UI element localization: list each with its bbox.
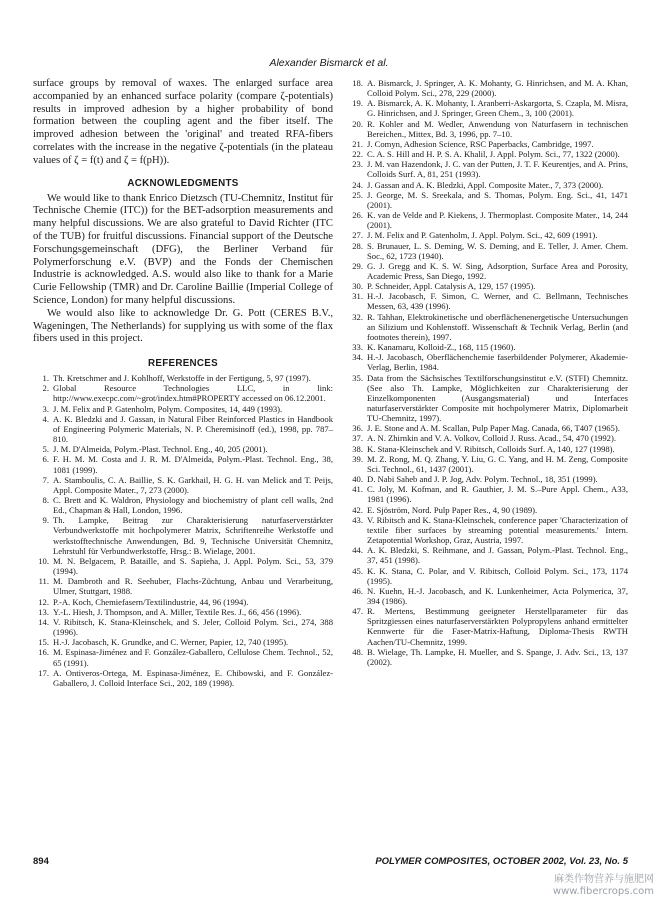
reference-text: S. Brunauer, L. S. Deming, W. S. Deming, and E. Teller, J. Amer. Chem. Soc., 62, 1723 (1940). <box>367 240 628 261</box>
reference-text: A. K. Bledzki, S. Reihmane, and J. Gassan, Polym.-Plast. Technol. Eng., 37, 451 (1998). <box>367 545 628 566</box>
reference-number: 7. <box>42 474 49 485</box>
reference-text: Data from the Sächsisches Textilforschungsinstitut e.V. (STFI) Chemnitz. (See also Th. Lampke, Möglichkeiten zur Charakterisierung der Einzelkomponenten (Ausgangsmaterial) und Interfaces naturfaserverstärkter Composite mit hochpolymerer Matrix, Diplomarbeit TU-Chemnitz, 1997). <box>367 372 628 424</box>
reference-number: 39. <box>352 453 363 464</box>
reference-text: D. Nabi Saheb and J. P. Jog, Adv. Polym. Technol., 18, 351 (1999). <box>367 474 598 485</box>
acknowledgments-paragraph: We would also like to acknowledge Dr. G. Pott (CERES B.V., Wageningen, The Netherlands) for supplying us with some of the flax fibers used in this project. <box>33 307 333 345</box>
reference-text: G. J. Gregg and K. S. W. Sing, Adsorption, Surface Area and Porosity, Academic Press, San Diego, 1992. <box>367 260 628 281</box>
reference-text: M. N. Belgacem, P. Bataille, and S. Sapieha, J. Appl. Polym. Sci., 53, 379 (1994). <box>53 555 333 577</box>
reference-number: 38. <box>352 443 363 454</box>
intro-paragraph: surface groups by removal of waxes. The enlarged surface area accompanied by an enhanced surface polarity (compare ζ-potentials) results in improved adhesion by a higher probability of bond formation between the coupling agent and the fiber itself. The improved adhesion between the 'original' and treated RFA-fibers correlates with the increase in the negative ζ-potentials (in the plateau values of ζ = f(t) and ζ = f(pH)). <box>33 78 333 166</box>
reference-number: 31. <box>352 291 363 302</box>
reference-number: 40. <box>352 474 363 485</box>
reference-item <box>345 98 628 118</box>
reference-text: P. Schneider, Appl. Catalysis A, 129, 157 (1995). <box>367 281 536 292</box>
watermark-line: www.fibercrops.com <box>552 886 654 897</box>
reference-number: 15. <box>38 637 49 648</box>
reference-item <box>345 159 628 179</box>
reference-text: R. Tahhan, Elektrokinetische und oberflächenenergetische Untersuchungen an Silizium und Kohlenstoff. Wissenschaft & Technik Verlag, Berlin (and footnotes therein), 1997. <box>367 311 628 342</box>
reference-number: 1. <box>42 373 49 384</box>
reference-item <box>345 291 628 311</box>
reference-item <box>345 230 628 240</box>
reference-item <box>33 454 333 474</box>
reference-item <box>345 586 628 606</box>
reference-item <box>33 414 333 444</box>
reference-text: M. Dambroth and R. Seehuber, Flachs-Züchtung, Anbau und Verarbeitung, Ulmer, Stuttgart, 1988. <box>53 576 333 597</box>
reference-text: Y.-L. Hiesh, J. Thompson, and A. Miller, Textile Res. J., 66, 456 (1996). <box>53 606 302 617</box>
watermark <box>553 874 654 898</box>
reference-text: Global Resource Technologies LLC, in link: http://www.execpc.com/~grot/index.htm#PROPERTY accessed on 06.12.2001. <box>53 383 333 404</box>
reference-number: 29. <box>352 260 363 271</box>
running-head: Alexander Bismarck et al. <box>269 57 389 69</box>
reference-item <box>345 210 628 230</box>
reference-item <box>345 423 628 433</box>
reference-number: 37. <box>352 433 363 444</box>
reference-text: R. Mertens, Bestimmung geeigneter Herstellparameter für das Spritzgiessen eines naturfaserverstärkten Polypropylens anhand ermittelter Kennwerte für die Faser-Matrix-Haftung, Diploma-Thesis RWTH Aachen/TU-Chemnitz, 1999. <box>367 606 628 647</box>
reference-item <box>33 637 333 647</box>
reference-text: J. George, M. S. Sreekala, and S. Thomas, Polym. Eng. Sci., 41, 1471 (2001). <box>367 189 628 210</box>
reference-item <box>33 475 333 495</box>
reference-text: J. M. Felix and P. Gatenholm, J. Appl. Polym. Sci., 42, 609 (1991). <box>367 230 598 241</box>
reference-text: M. Z. Rong, M. Q. Zhang, Y. Liu, G. C. Yang, and H. M. Zeng, Composite Sci. Technol., 61, 1437 (2001). <box>367 453 628 474</box>
reference-number: 6. <box>42 454 49 465</box>
acknowledgments-paragraph: We would like to thank Enrico Dietzsch (TU-Chemnitz, Institut für Technische Chemie (ITC)) for the BET-adsorption measurements and many helpful discussions. We are also grateful to David Richter (ITC of the TUB) for fruitful discussions. Financial support of the Deutsche Forschungsgemeinschaft (DFG), the Berliner Verband für Polymerforschung e.V. (BVP) and the Fonds der Chemischen Industrie is acknowledged. A.S. would also like to thank for a Marie Curie Fellowship (TMR) and Dr. Caroline Baillie (Imperial College of Science, London) for many helpful discussions. <box>33 192 333 306</box>
reference-list-right <box>345 78 628 667</box>
reference-number: 4. <box>42 413 49 424</box>
reference-item <box>345 373 628 424</box>
reference-text: K. K. Stana, C. Polar, and V. Ribitsch, Colloid Polym. Sci., 173, 1174 (1995). <box>367 565 628 586</box>
reference-item <box>345 484 628 504</box>
reference-text: A. N. Zhirnkin and V. A. Volkov, Colloid J. Russ. Acad., 54, 470 (1992). <box>367 433 616 444</box>
reference-number: 16. <box>38 647 49 658</box>
reference-item <box>345 505 628 515</box>
reference-item <box>33 495 333 515</box>
reference-item <box>33 576 333 596</box>
reference-text: J. M. Felix and P. Gatenholm, Polym. Composites, 14, 449 (1993). <box>53 403 283 414</box>
reference-text: Th. Kretschmer and J. Kohlhoff, Werkstoffe in der Fertigung, 5, 97 (1997). <box>53 373 311 384</box>
reference-number: 21. <box>352 138 363 149</box>
reference-text: A. Stamboulis, C. A. Baillie, S. K. Garkhail, H. G. H. van Melick and T. Peijs, Appl. Composite Mater., 7, 273 (2000). <box>53 474 333 495</box>
reference-item <box>345 352 628 372</box>
reference-item <box>345 241 628 261</box>
reference-text: J. M. D'Almeida, Polym.-Plast. Technol. Eng., 40, 205 (2001). <box>53 444 268 455</box>
reference-item <box>33 556 333 576</box>
reference-item <box>33 647 333 667</box>
reference-item <box>33 404 333 414</box>
reference-text: H.-J. Jacobasch, Oberflächenchemie faserbildender Polymerer, Akademie-Verlag, Berlin, 1984. <box>367 352 628 373</box>
reference-text: A. Bismarck, A. K. Mohanty, I. Aranberri-Askargorta, S. Czapla, M. Misra, G. Hinrichsen, and J. Springer, Green Chem., 3, 100 (2001). <box>367 98 628 119</box>
reference-item <box>33 444 333 454</box>
reference-item <box>345 515 628 545</box>
reference-number: 36. <box>352 423 363 434</box>
reference-item <box>33 668 333 688</box>
reference-item <box>345 180 628 190</box>
reference-item <box>345 119 628 139</box>
reference-number: 24. <box>352 179 363 190</box>
reference-item <box>33 617 333 637</box>
reference-number: 9. <box>42 515 49 526</box>
reference-item <box>33 383 333 403</box>
reference-item <box>345 545 628 565</box>
reference-number: 18. <box>352 78 363 88</box>
reference-text: C. Brett and K. Waldron, Physiology and biochemistry of plant cell walls, 2nd Ed., Chapman & Hall, London, 1996. <box>53 495 333 516</box>
reference-number: 30. <box>352 281 363 292</box>
reference-number: 22. <box>352 149 363 160</box>
reference-text: V. Ribitsch, K. Stana-Kleinschek, and S. Jeler, Colloid Polym. Sci., 274, 388 (1996). <box>53 616 333 638</box>
reference-item <box>33 597 333 607</box>
reference-number: 26. <box>352 210 363 221</box>
reference-text: J. Comyn, Adhesion Science, RSC Paperbacks, Cambridge, 1997. <box>367 138 594 149</box>
reference-item <box>345 281 628 291</box>
reference-text: K. Kanamaru, Kolloid-Z., 168, 115 (1960). <box>367 342 516 353</box>
reference-number: 12. <box>38 596 49 607</box>
reference-text: P.-A. Koch, Chemiefasern/Textilindustrie, 44, 96 (1994). <box>53 596 249 607</box>
reference-number: 17. <box>38 667 49 678</box>
reference-number: 47. <box>352 606 363 617</box>
reference-item <box>345 444 628 454</box>
reference-number: 28. <box>352 240 363 251</box>
watermark-line: 麻类作物营养与施肥网 <box>554 874 654 885</box>
reference-item <box>345 149 628 159</box>
reference-number: 41. <box>352 484 363 495</box>
reference-number: 13. <box>38 606 49 617</box>
reference-item <box>345 606 628 647</box>
reference-item <box>345 454 628 474</box>
reference-item <box>345 139 628 149</box>
reference-item <box>345 78 628 98</box>
reference-number: 23. <box>352 159 363 170</box>
reference-item <box>345 312 628 342</box>
reference-number: 14. <box>38 616 49 627</box>
reference-text: M. Espinasa-Jiménez and F. González-Gaballero, Cellulose Chem. Technol., 52, 65 (1991). <box>53 647 333 668</box>
reference-text: E. Sjöström, Nord. Pulp Paper Res., 4, 90 (1989). <box>367 504 538 515</box>
left-column <box>33 78 333 688</box>
reference-text: C. A. S. Hill and H. P. S. A. Khalil, J. Appl. Polym. Sci., 77, 1322 (2000). <box>367 149 620 160</box>
reference-number: 25. <box>352 189 363 200</box>
reference-number: 44. <box>352 545 363 556</box>
page-number: 894 <box>33 856 49 867</box>
reference-text: A. Bismarck, J. Springer, A. K. Mohanty, G. Hinrichsen, and M. A. Khan, Colloid Polym. Sci., 278, 229 (2000). <box>367 78 628 99</box>
references-heading: REFERENCES <box>148 358 218 370</box>
reference-text: N. Kuehn, H.-J. Jacobasch, and K. Lunkenheimer, Acta Polymerica, 37, 394 (1986). <box>367 585 628 606</box>
reference-number: 27. <box>352 230 363 241</box>
reference-item <box>345 342 628 352</box>
reference-text: K. van de Velde and P. Kiekens, J. Thermoplast. Composite Mater., 14, 244 (2001). <box>367 210 628 231</box>
right-column <box>345 78 628 667</box>
reference-text: F. H. M. M. Costa and J. R. M. D'Almeida, Polym.-Plast. Technol. Eng., 38, 1081 (1999). <box>53 454 333 475</box>
journal-footer: POLYMER COMPOSITES, OCTOBER 2002, Vol. 23, No. 5 <box>375 856 628 867</box>
reference-number: 43. <box>352 514 363 525</box>
reference-item <box>33 515 333 556</box>
reference-item <box>33 607 333 617</box>
reference-text: R. Kohler and M. Wedler, Anwendung von Naturfasern in technischen Bereichen., Mittex, Bd. 3, 1996, pp. 7–10. <box>367 118 628 139</box>
reference-item <box>345 433 628 443</box>
reference-item <box>345 190 628 210</box>
reference-number: 2. <box>42 383 49 394</box>
reference-text: Th. Lampke, Beitrag zur Charakterisierung naturfaserverstärkter Verbundwerkstoffe mit hochpolymerer Matrix, Schriftenreihe Werkstoffe und werkstofftechnische Anwendungen, Bd. 9, Technische Universität Chemnitz, Lehrstuhl für Verbundwerkstoffe, Hrsg.: B. Wielage, 2001. <box>53 515 333 556</box>
reference-text: H.-J. Jacobasch, K. Grundke, and C. Werner, Papier, 12, 740 (1995). <box>53 637 289 648</box>
reference-text: A. K. Bledzki and J. Gassan, in Natural Fiber Reinforced Plastics in Handbook of Engineering Polymeric Materials, N. P. Cheremisinoff (ed.), 1998, pp. 787–810. <box>53 413 333 445</box>
reference-number: 11. <box>38 576 49 587</box>
reference-item <box>33 373 333 383</box>
reference-item <box>345 566 628 586</box>
reference-number: 45. <box>352 565 363 576</box>
reference-number: 10. <box>38 555 49 566</box>
reference-number: 20. <box>352 118 363 129</box>
reference-number: 42. <box>352 504 363 515</box>
reference-item <box>345 647 628 667</box>
reference-number: 33. <box>352 342 363 353</box>
reference-text: A. Ontiveros-Ortega, M. Espinasa-Jiménez, E. Chibowski, and F. González-Gaballero, J. Colloid Interface Sci., 202, 189 (1998). <box>53 667 333 688</box>
reference-text: J. M. van Hazendonk, J. C. van der Putten, J. T. F. Keurentjes, and A. Prins, Colloids Surf. A, 81, 251 (1993). <box>367 159 628 180</box>
acknowledgments-heading: ACKNOWLEDGMENTS <box>127 177 239 189</box>
reference-item <box>345 474 628 484</box>
reference-number: 35. <box>352 372 363 383</box>
reference-number: 19. <box>352 98 363 109</box>
reference-text: H.-J. Jacobasch, F. Simon, C. Werner, and C. Bellmann, Technisches Messen, 63, 439 (1996). <box>367 291 628 312</box>
reference-text: V. Ribitsch and K. Stana-Kleinschek, conference paper 'Characterization of textile fiber surfaces by streaming potential measurements.' Intern. Zetapotential Workshop, Graz, Austria, 1997. <box>367 514 628 546</box>
reference-text: J. E. Stone and A. M. Scallan, Pulp Paper Mag. Canada, 66, T407 (1965). <box>367 423 620 434</box>
reference-number: 32. <box>352 311 363 322</box>
reference-number: 5. <box>42 444 49 455</box>
reference-text: K. Stana-Kleinschek and V. Ribitsch, Colloids Surf. A, 140, 127 (1998). <box>367 443 615 454</box>
reference-text: J. Gassan and A. K. Bledzki, Appl. Composite Mater., 7, 373 (2000). <box>367 179 604 190</box>
reference-list-left <box>33 373 333 688</box>
reference-item <box>345 261 628 281</box>
reference-number: 46. <box>352 585 363 596</box>
reference-number: 48. <box>352 646 363 657</box>
reference-number: 34. <box>352 352 363 363</box>
reference-text: B. Wielage, Th. Lampke, H. Mueller, and S. Spange, J. Adv. Sci., 13, 137 (2002). <box>367 646 628 667</box>
reference-text: C. Joly, M. Kofman, and R. Gauthier, J. M. S.–Pure Appl. Chem., A33, 1981 (1996). <box>367 484 628 505</box>
reference-number: 8. <box>42 495 49 506</box>
reference-number: 3. <box>42 403 49 414</box>
